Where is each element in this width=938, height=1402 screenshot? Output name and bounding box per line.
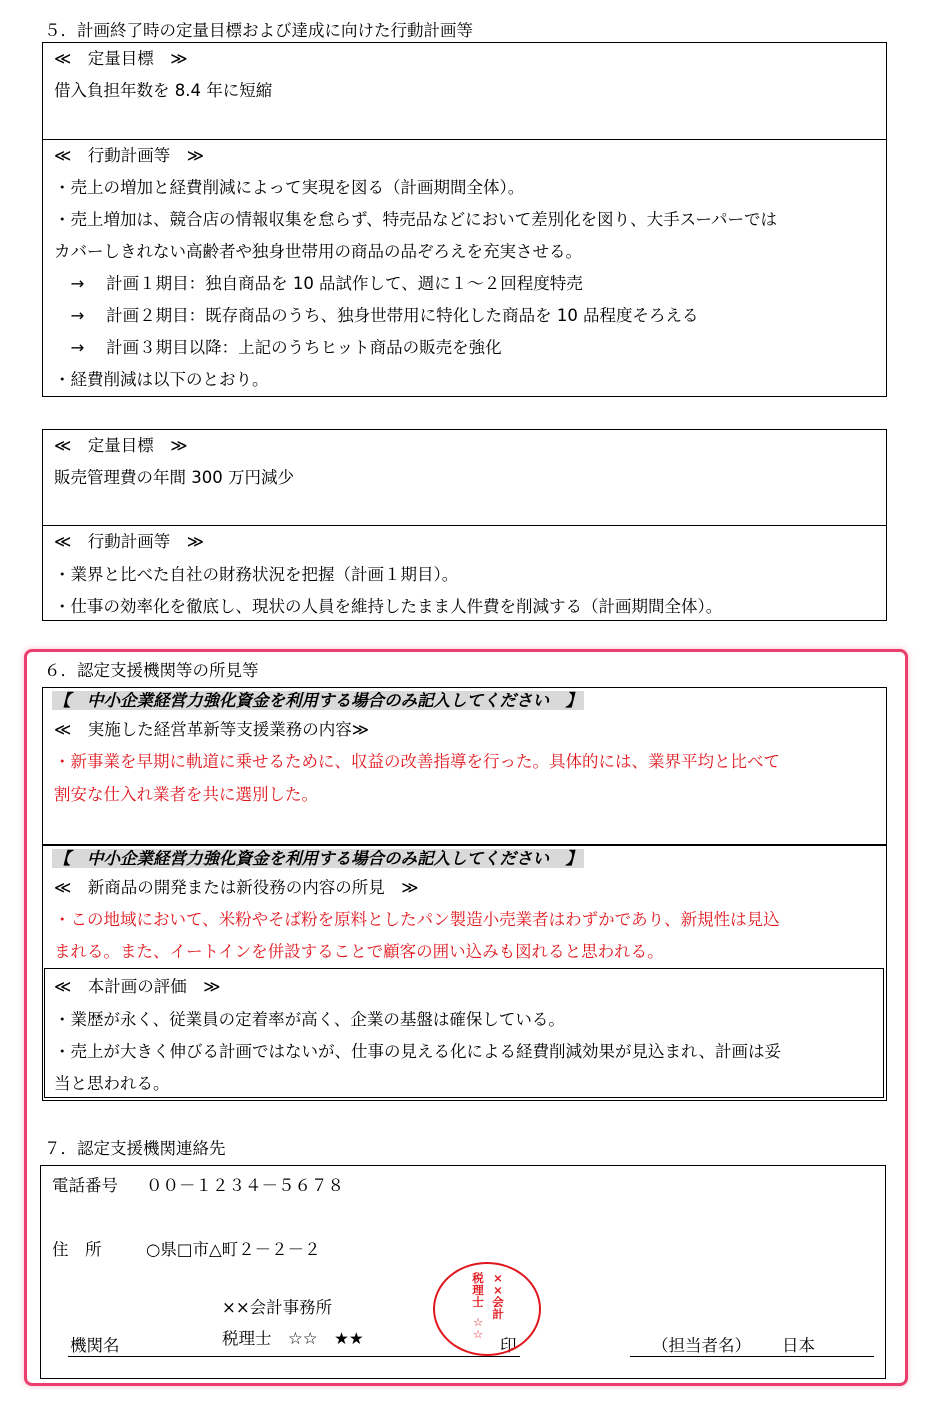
section6-heading: ６．認定支援機関等の所見等 [44,661,259,680]
office-name: ××会計事務所 [222,1298,333,1317]
plan-label: ≪ 行動計画等 ≫ [54,532,205,551]
usage-note-text: 【 中小企業経営力強化資金を利用する場合のみ記入してください 】 [54,691,582,710]
target-label: ≪ 定量目標 ≫ [54,49,188,68]
eval-line: 当と思われる。 [54,1074,170,1093]
tax-accountant: 税理士 ☆☆ ★★ [222,1329,364,1348]
seal-text: ××会計 [492,1271,504,1321]
plan-line: カバーしきれない高齢者や独身世帯用の商品の品ぞろえを充実させる。 [54,242,582,261]
plan-line: ・業界と比べた自社の財務状況を把握（計画１期目）。 [54,565,459,584]
seal-text: ☆☆ [472,1315,484,1341]
staff-underline [630,1356,874,1357]
eval-line: ・売上が大きく伸びる計画ではないが、仕事の見える化による経費削減効果が見込まれ、計画は妥 [54,1042,781,1061]
support-label: ≪ 実施した経営革新等支援業務の内容≫ [54,720,370,739]
seal-text: 税理士 [472,1271,484,1309]
org-underline [68,1356,520,1357]
phone-value: ００－１２３４－５６７８ [146,1176,344,1195]
address-label: 住 所 [52,1240,102,1259]
support-line: 割安な仕入れ業者を共に選別した。 [54,785,318,804]
usage-note-text: 【 中小企業経営力強化資金を利用する場合のみ記入してください 】 [54,849,582,868]
plan-line: → 計画３期目以降：上記のうちヒット商品の販売を強化 [54,338,502,357]
eval-label: ≪ 本計画の評価 ≫ [54,977,221,996]
seal-mark-label: 印 [500,1336,517,1355]
divider [42,139,887,140]
usage-note [52,849,584,869]
plan-label: ≪ 行動計画等 ≫ [54,146,205,165]
eval-line: ・業歴が永く、従業員の定着率が高く、企業の基盤は確保している。 [54,1010,565,1029]
section5-heading: ５．計画終了時の定量目標および達成に向けた行動計画等 [44,21,473,40]
newbiz-label: ≪ 新商品の開発または新役務の内容の所見 ≫ [54,878,419,897]
plan-line: ・仕事の効率化を徹底し、現状の人員を維持したまま人件費を削減する（計画期間全体）。 [54,597,723,616]
plan-line: ・売上の増加と経費削減によって実現を図る（計画期間全体）。 [54,178,525,197]
newbiz-line: まれる。また、イートインを併設することで顧客の囲い込みも図れると思われる。 [54,942,664,961]
target-text: 借入負担年数を 8.4 年に短縮 [54,81,273,100]
plan-line: → 計画１期目：独自商品を 10 品試作して、週に１～２回程度特売 [54,274,583,293]
plan-line: → 計画２期目：既存商品のうち、独身世帯用に特化した商品を 10 品程度そろえる [54,306,699,325]
usage-note [52,691,584,711]
address-value: ○県□市△町２－２－２ [146,1240,321,1259]
plan-line: ・売上増加は、競合店の情報収集を怠らず、特売品などにおいて差別化を図り、大手スーパーでは [54,210,778,229]
seal-stamp [433,1262,541,1356]
section7-heading: ７．認定支援機関連絡先 [44,1139,226,1158]
org-label: 機関名 [70,1336,120,1355]
phone-label: 電話番号 [52,1176,118,1195]
staff-name: 日本 [782,1336,815,1355]
support-line: ・新事業を早期に軌道に乗せるために、収益の改善指導を行った。具体的には、業界平均と比べて [54,752,780,771]
target-label: ≪ 定量目標 ≫ [54,436,188,455]
plan-line: ・経費削減は以下のとおり。 [54,370,269,389]
target-text: 販売管理費の年間 300 万円減少 [54,468,294,487]
divider [42,525,887,526]
staff-label: （担当者名） [652,1336,751,1355]
newbiz-line: ・この地域において、米粉やそば粉を原料としたパン製造小売業者はわずかであり、新規性は見込 [54,910,780,929]
